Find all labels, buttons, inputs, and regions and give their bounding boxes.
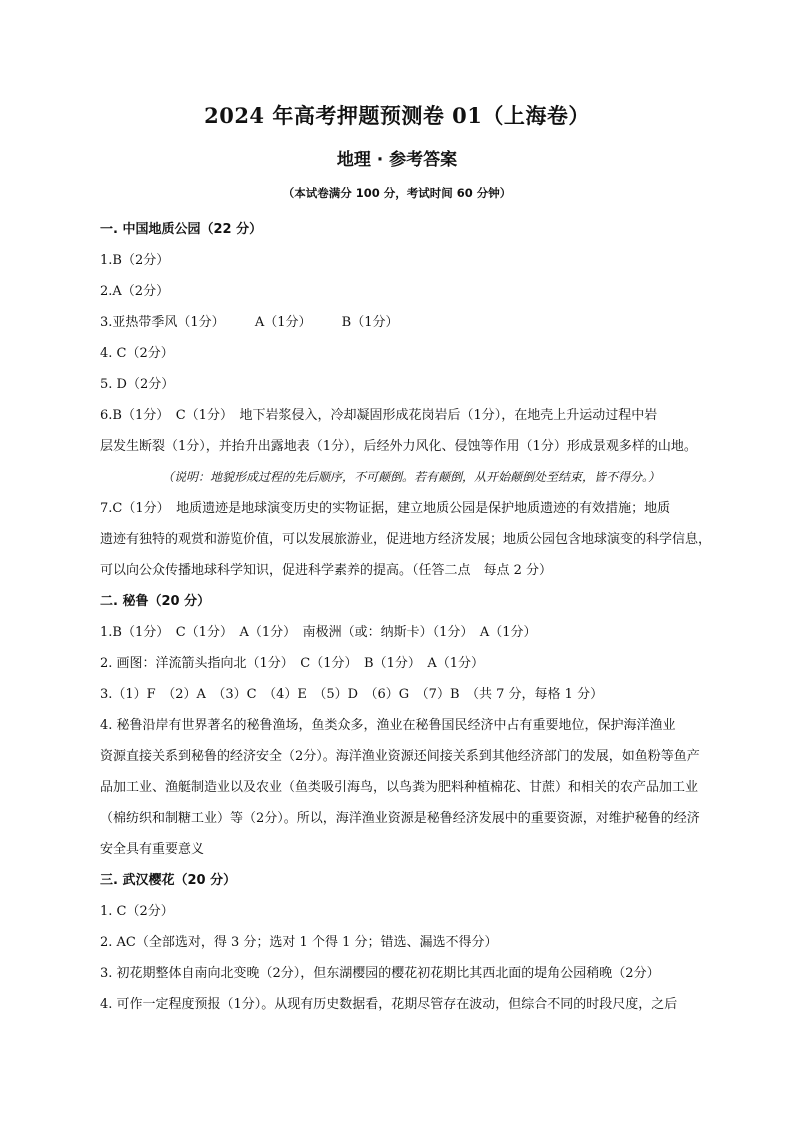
- answer-1-3-part-c: B（1分）: [341, 315, 399, 330]
- answer-1-5: 5. D（2分）: [100, 377, 175, 392]
- answer-2-4-line-5: 安全具有重要意义: [100, 842, 205, 857]
- answer-2-4-line-3: 品加工业、渔艇制造业以及农业（鱼类吸引海鸟，以鸟粪为肥料种植棉花、甘蔗）和相关的农产品加工业: [100, 780, 699, 795]
- answer-1-7-line-1: 7.C（1分） 地质遗迹是地球演变历史的实物证据，建立地质公园是保护地质遗迹的有效措施；地质: [100, 501, 671, 516]
- answer-1-6-line-2: 层发生断裂（1分），并抬升出露地表（1分），后经外力风化、侵蚀等作用（1分）形成景观多样的山地。: [100, 439, 697, 454]
- answer-1-3: [100, 307, 722, 338]
- answer-2-4-line-4: （棉纺织和制糖工业）等（2分）。所以，海洋渔业资源是秘鲁经济发展中的重要资源，对维护秘鲁的经济: [100, 811, 700, 826]
- answer-1-7-line-2: 遗迹有独特的观赏和游览价值，可以发展旅游业，促进地方经济发展；地质公园包含地球演变的科学信息，: [100, 532, 712, 547]
- answer-1-4: 4. C（2分）: [100, 346, 174, 361]
- answer-3-3: 3. 初花期整体自南向北变晚（2分），但东湖樱园的樱花初花期比其西北面的堤角公园稍晚（2分）: [100, 966, 660, 981]
- answer-1-6-line-1: 6.B（1分） C（1分） 地下岩浆侵入，冷却凝固形成花岗岩后（1分），在地壳上升运动过程中岩: [100, 408, 658, 423]
- answer-1-7-line-3: 可以向公众传播地球科学知识，促进科学素养的提高。（任答二点 每点 2 分）: [100, 563, 553, 578]
- exam-note: （本试卷满分 100 分，考试时间 60 分钟）: [282, 186, 512, 200]
- answer-1-3-part-a: 3.亚热带季风（1分）: [100, 315, 225, 330]
- answer-3-2: 2. AC（全部选对，得 3 分；选对 1 个得 1 分；错选、漏选不得分）: [100, 935, 498, 950]
- answer-2-4-line-1: 4. 秘鲁沿岸有世界著名的秘鲁渔场，鱼类众多，渔业在秘鲁国民经济中占有重要地位，保护海洋渔业: [100, 718, 676, 733]
- page-subtitle: 地理 · 参考答案: [336, 150, 458, 170]
- answer-2-4-line-2: 资源直接关系到秘鲁的经济安全（2分）。海洋渔业资源还间接关系到其他经济部门的发展，如鱼粉等鱼产: [100, 749, 700, 764]
- answer-3-1: 1. C（2分）: [100, 904, 174, 919]
- answer-1-1: 1.B（2分）: [100, 253, 170, 268]
- answer-3-4: 4. 可作一定程度预报（1分）。从现有历史数据看，花期尽管存在波动，但综合不同的时段尺度，之后: [100, 997, 678, 1012]
- answer-1-3-part-b: A（1分）: [254, 315, 312, 330]
- section-heading-wuhan-cherry: 三. 武汉樱花（20 分）: [100, 873, 237, 888]
- answer-2-3: 3.（1）F （2）A （3）C （4）E （5）D （6）G （7）B （共 7 分，每格 1 分）: [100, 687, 604, 702]
- section-heading-peru: 二. 秘鲁（20 分）: [100, 594, 211, 609]
- answer-1-6-hint: （说明：地貌形成过程的先后顺序，不可颠倒。若有颠倒，从开始颠倒处至结束，皆不得分。）: [161, 470, 660, 484]
- answer-1-2: 2.A（2分）: [100, 284, 170, 299]
- answer-2-1: 1.B（1分） C（1分） A（1分） 南极洲（或：纳斯卡）（1分） A（1分）: [100, 625, 537, 640]
- answer-body: [100, 214, 722, 1020]
- section-heading-geopark: 一. 中国地质公园（22 分）: [100, 222, 263, 237]
- page-title: 2024 年高考押题预测卷 01（上海卷）: [204, 103, 590, 128]
- answer-2-2: 2. 画图：洋流箭头指向北（1分） C（1分） B（1分） A（1分）: [100, 656, 485, 671]
